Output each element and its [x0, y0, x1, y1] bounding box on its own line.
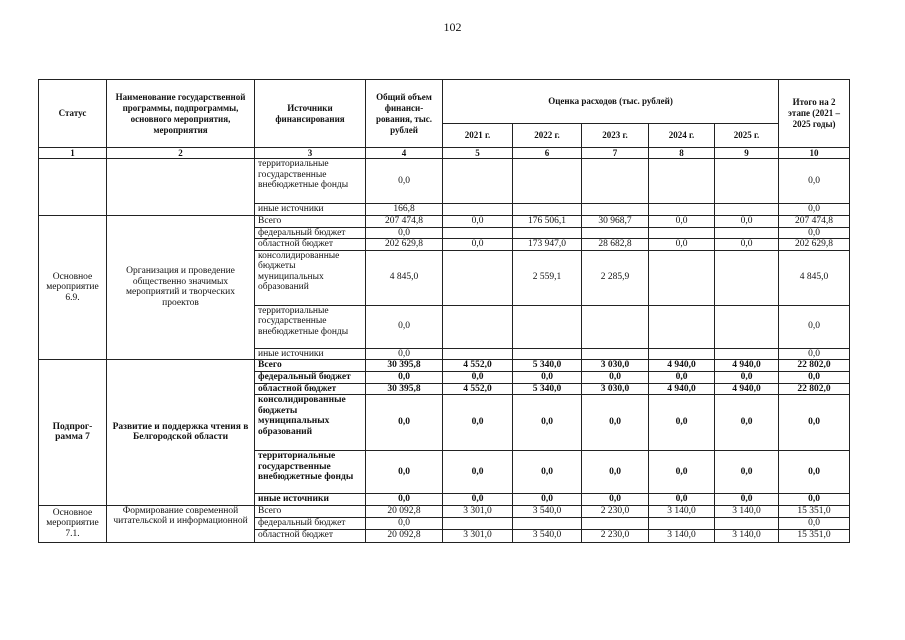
column-number: 3 [255, 148, 366, 159]
year-amount-cell [443, 305, 513, 348]
activity-name-cell: Формирование современной читательской и информационной [107, 505, 255, 542]
column-number: 6 [513, 148, 582, 159]
year-amount-cell: 2 230,0 [582, 505, 649, 517]
year-amount-cell: 3 140,0 [649, 505, 715, 517]
year-amount-cell [649, 250, 715, 305]
year-amount-cell [443, 204, 513, 216]
year-amount-cell [715, 159, 779, 204]
year-amount-cell [582, 348, 649, 360]
funding-source-cell: консолидированные бюджеты муниципальных образований [255, 395, 366, 451]
year-amount-cell: 3 140,0 [715, 505, 779, 517]
year-amount-cell: 0,0 [649, 215, 715, 227]
activity-name-cell [107, 159, 255, 216]
total-amount-cell: 0,0 [366, 348, 443, 360]
header-year: 2022 г. [513, 124, 582, 148]
total-amount-cell: 202 629,8 [366, 239, 443, 251]
year-amount-cell: 2 285,9 [582, 250, 649, 305]
year-amount-cell: 0,0 [582, 451, 649, 494]
year-amount-cell: 0,0 [443, 494, 513, 506]
year-amount-cell: 2 230,0 [582, 529, 649, 542]
year-amount-cell [649, 348, 715, 360]
year-amount-cell: 3 301,0 [443, 529, 513, 542]
funding-source-cell: федеральный бюджет [255, 517, 366, 529]
year-amount-cell [715, 348, 779, 360]
year-amount-cell [582, 305, 649, 348]
total-amount-cell: 0,0 [366, 305, 443, 348]
funding-source-cell: областной бюджет [255, 529, 366, 542]
year-amount-cell: 0,0 [715, 451, 779, 494]
total-amount-cell: 0,0 [366, 494, 443, 506]
total-amount-cell: 4 845,0 [366, 250, 443, 305]
total-amount-cell: 0,0 [366, 227, 443, 239]
total-amount-cell: 20 092,8 [366, 529, 443, 542]
column-number: 10 [779, 148, 850, 159]
activity-name-cell: Развитие и поддержка чтения в Белгородской области [107, 360, 255, 506]
stage-total-cell: 0,0 [779, 372, 850, 384]
year-amount-cell [715, 305, 779, 348]
year-amount-cell: 0,0 [649, 395, 715, 451]
header-year: 2025 г. [715, 124, 779, 148]
column-number: 2 [107, 148, 255, 159]
year-amount-cell [582, 227, 649, 239]
year-amount-cell: 0,0 [649, 372, 715, 384]
year-amount-cell: 0,0 [513, 451, 582, 494]
funding-source-cell: федеральный бюджет [255, 372, 366, 384]
year-amount-cell: 0,0 [715, 372, 779, 384]
stage-total-cell: 15 351,0 [779, 529, 850, 542]
year-amount-cell [513, 305, 582, 348]
year-amount-cell: 4 552,0 [443, 360, 513, 372]
year-amount-cell: 0,0 [513, 372, 582, 384]
year-amount-cell: 0,0 [715, 215, 779, 227]
year-amount-cell [649, 204, 715, 216]
funding-source-cell: Всего [255, 360, 366, 372]
year-amount-cell: 2 559,1 [513, 250, 582, 305]
year-amount-cell [513, 517, 582, 529]
funding-source-cell: иные источники [255, 494, 366, 506]
funding-source-cell: Всего [255, 215, 366, 227]
year-amount-cell [582, 517, 649, 529]
stage-total-cell: 0,0 [779, 348, 850, 360]
year-amount-cell [649, 227, 715, 239]
year-amount-cell [443, 348, 513, 360]
year-amount-cell: 3 540,0 [513, 529, 582, 542]
stage-total-cell: 0,0 [779, 227, 850, 239]
total-amount-cell: 20 092,8 [366, 505, 443, 517]
status-cell: Основное мероприятие 6.9. [39, 215, 107, 360]
header-year: 2021 г. [443, 124, 513, 148]
year-amount-cell [513, 204, 582, 216]
year-amount-cell: 0,0 [649, 451, 715, 494]
financing-table [38, 79, 850, 543]
funding-source-cell: территориальные государственные внебюджетные фонды [255, 305, 366, 348]
activity-name-cell: Организация и проведение общественно значимых мероприятий и творческих проектов [107, 215, 255, 360]
stage-total-cell: 22 802,0 [779, 360, 850, 372]
year-amount-cell [715, 517, 779, 529]
page-number: 102 [443, 20, 462, 34]
total-amount-cell: 30 395,8 [366, 360, 443, 372]
total-amount-cell: 207 474,8 [366, 215, 443, 227]
year-amount-cell: 0,0 [582, 494, 649, 506]
year-amount-cell: 173 947,0 [513, 239, 582, 251]
stage-total-cell: 0,0 [779, 204, 850, 216]
status-cell: Подпрог-рамма 7 [39, 360, 107, 506]
stage-total-cell: 202 629,8 [779, 239, 850, 251]
status-cell [39, 159, 107, 216]
header-estimate: Оценка расходов (тыс. рублей) [443, 80, 779, 124]
table-row [39, 505, 850, 517]
total-amount-cell: 0,0 [366, 159, 443, 204]
stage-total-cell: 0,0 [779, 159, 850, 204]
year-amount-cell [715, 250, 779, 305]
year-amount-cell: 0,0 [649, 239, 715, 251]
year-amount-cell [513, 159, 582, 204]
year-amount-cell: 3 301,0 [443, 505, 513, 517]
stage-total-cell: 22 802,0 [779, 383, 850, 395]
column-number: 1 [39, 148, 107, 159]
year-amount-cell: 0,0 [443, 372, 513, 384]
year-amount-cell: 0,0 [443, 395, 513, 451]
funding-source-cell: иные источники [255, 348, 366, 360]
year-amount-cell [513, 348, 582, 360]
year-amount-cell: 3 140,0 [715, 529, 779, 542]
total-amount-cell: 0,0 [366, 451, 443, 494]
year-amount-cell: 0,0 [715, 494, 779, 506]
table-row [39, 215, 850, 227]
header-stage-total: Итого на 2 этапе (2021 – 2025 годы) [779, 80, 850, 148]
year-amount-cell: 0,0 [649, 494, 715, 506]
year-amount-cell: 0,0 [715, 395, 779, 451]
stage-total-cell: 4 845,0 [779, 250, 850, 305]
column-number: 8 [649, 148, 715, 159]
funding-source-cell: областной бюджет [255, 239, 366, 251]
total-amount-cell: 0,0 [366, 372, 443, 384]
year-amount-cell [582, 159, 649, 204]
header-name: Наименование государственной программы, подпрограммы, основного мероприятия, мероприятия [107, 80, 255, 148]
total-amount-cell: 0,0 [366, 517, 443, 529]
year-amount-cell: 5 340,0 [513, 360, 582, 372]
year-amount-cell: 3 540,0 [513, 505, 582, 517]
year-amount-cell: 5 340,0 [513, 383, 582, 395]
year-amount-cell: 0,0 [513, 395, 582, 451]
total-amount-cell: 166,8 [366, 204, 443, 216]
year-amount-cell: 4 940,0 [649, 383, 715, 395]
year-amount-cell: 4 940,0 [715, 360, 779, 372]
year-amount-cell: 3 140,0 [649, 529, 715, 542]
year-amount-cell [443, 227, 513, 239]
year-amount-cell [715, 227, 779, 239]
funding-source-cell: территориальные государственные внебюджетные фонды [255, 451, 366, 494]
funding-source-cell: Всего [255, 505, 366, 517]
header-total: Общий объем финанси-рования, тыс. рублей [366, 80, 443, 148]
column-number-row [39, 148, 850, 159]
stage-total-cell: 0,0 [779, 494, 850, 506]
year-amount-cell: 4 940,0 [715, 383, 779, 395]
funding-source-cell: консолидированные бюджеты муниципальных образований [255, 250, 366, 305]
header-year: 2023 г. [582, 124, 649, 148]
stage-total-cell: 15 351,0 [779, 505, 850, 517]
funding-source-cell: территориальные государственные внебюджетные фонды [255, 159, 366, 204]
year-amount-cell: 4 552,0 [443, 383, 513, 395]
year-amount-cell [649, 159, 715, 204]
stage-total-cell: 0,0 [779, 305, 850, 348]
column-number: 5 [443, 148, 513, 159]
total-amount-cell: 30 395,8 [366, 383, 443, 395]
column-number: 9 [715, 148, 779, 159]
year-amount-cell [715, 204, 779, 216]
year-amount-cell: 4 940,0 [649, 360, 715, 372]
table-row [39, 360, 850, 372]
funding-source-cell: областной бюджет [255, 383, 366, 395]
column-number: 7 [582, 148, 649, 159]
header-sources: Источники финансирования [255, 80, 366, 148]
funding-source-cell: федеральный бюджет [255, 227, 366, 239]
header-year: 2024 г. [649, 124, 715, 148]
year-amount-cell: 0,0 [715, 239, 779, 251]
year-amount-cell: 0,0 [582, 372, 649, 384]
year-amount-cell: 0,0 [582, 395, 649, 451]
year-amount-cell: 176 506,1 [513, 215, 582, 227]
year-amount-cell: 30 968,7 [582, 215, 649, 227]
funding-source-cell: иные источники [255, 204, 366, 216]
year-amount-cell: 3 030,0 [582, 383, 649, 395]
status-cell: Основное мероприятие 7.1. [39, 505, 107, 542]
stage-total-cell: 0,0 [779, 451, 850, 494]
year-amount-cell [443, 159, 513, 204]
year-amount-cell: 0,0 [443, 451, 513, 494]
stage-total-cell: 207 474,8 [779, 215, 850, 227]
year-amount-cell: 0,0 [513, 494, 582, 506]
year-amount-cell [443, 517, 513, 529]
stage-total-cell: 0,0 [779, 395, 850, 451]
header-status: Статус [39, 80, 107, 148]
year-amount-cell: 0,0 [443, 239, 513, 251]
year-amount-cell: 28 682,8 [582, 239, 649, 251]
year-amount-cell [582, 204, 649, 216]
stage-total-cell: 0,0 [779, 517, 850, 529]
year-amount-cell [649, 305, 715, 348]
year-amount-cell: 3 030,0 [582, 360, 649, 372]
column-number: 4 [366, 148, 443, 159]
year-amount-cell [513, 227, 582, 239]
year-amount-cell [443, 250, 513, 305]
year-amount-cell [649, 517, 715, 529]
total-amount-cell: 0,0 [366, 395, 443, 451]
table-row [39, 159, 850, 204]
year-amount-cell: 0,0 [443, 215, 513, 227]
